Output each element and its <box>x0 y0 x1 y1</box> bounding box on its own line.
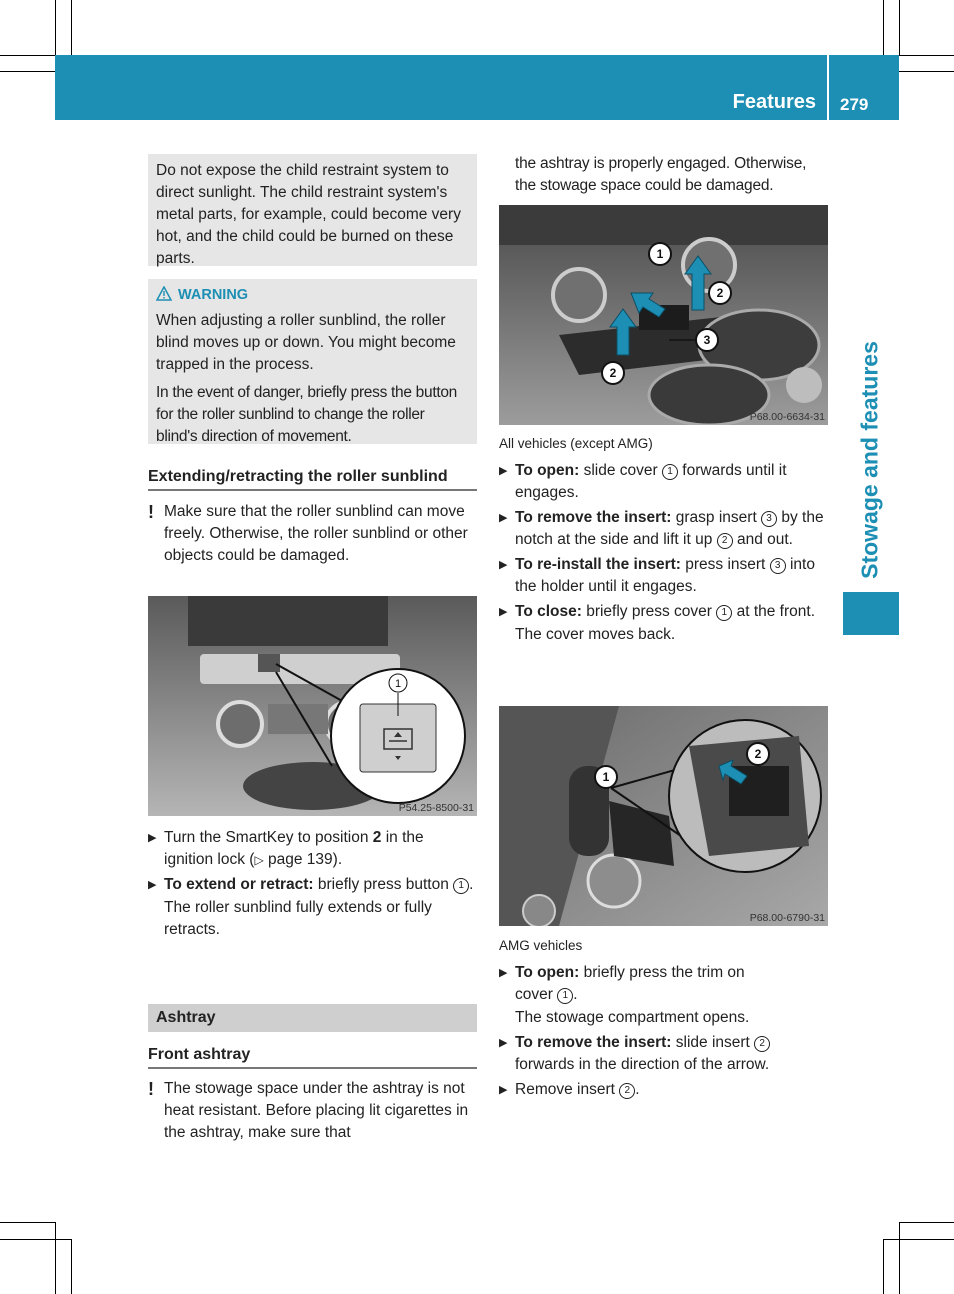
step-result: The cover moves back. <box>515 626 676 643</box>
arrow-icon: ▶ <box>499 1084 508 1096</box>
callout-2: 2 <box>754 747 762 761</box>
crop-mark <box>0 1239 71 1240</box>
crop-mark <box>55 0 56 55</box>
callout-ref: 2 <box>619 1083 635 1099</box>
callout-ref: 1 <box>716 605 732 621</box>
crop-mark <box>71 1239 72 1294</box>
arrow-icon: ▶ <box>499 967 508 979</box>
step-remove-insert: ▶ To remove the insert: grasp insert 3 by the notch at the side and lift it up 2 and out. <box>499 509 824 548</box>
warning-text-2: In the event of danger, briefly press the button for the roller sunblind to change the roller blind's direction of movement. <box>156 384 457 445</box>
header-divider <box>827 55 829 120</box>
right-steps-standard <box>499 433 828 646</box>
callout-ref: 1 <box>557 988 573 1004</box>
arrow-icon: ▶ <box>499 1037 508 1049</box>
arrow-icon: ▶ <box>499 559 508 571</box>
photo-code: P68.00-6634-31 <box>749 411 825 423</box>
callout-ref: 1 <box>453 878 469 894</box>
ashtray-heading: Ashtray <box>148 1004 477 1032</box>
step-open-amg: ▶ To open: briefly press the trim on cover 1 . The stowage compartment opens. <box>499 962 828 1029</box>
child-note-text: Do not expose the child restraint system to direct sunlight. The child restraint system's metal parts, for example, could become very hot, and the child could be burned on these parts. <box>156 162 461 267</box>
left-steps <box>148 827 477 941</box>
side-tab-label: Stowage and features <box>856 341 883 579</box>
arrow-icon: ▶ <box>148 832 157 844</box>
right-steps-amg <box>499 935 828 1101</box>
callout-1: 1 <box>394 678 402 690</box>
warning-text-1: When adjusting a roller sunblind, the roller blind moves up or down. You might become trapped in the process. <box>156 312 456 373</box>
roller-sunblind-heading: Extending/retracting the roller sunblind <box>148 466 477 491</box>
callout-3: 3 <box>703 333 711 347</box>
callout-2: 2 <box>716 286 724 300</box>
left-column <box>148 154 477 567</box>
step-open-cover: ▶ To open: slide cover 1 forwards until it engages. <box>499 462 787 501</box>
ashtray-section <box>148 1004 477 1144</box>
step-close-cover: ▶ To close: briefly press cover 1 at the front. The cover moves back. <box>499 601 828 646</box>
callout-1: 1 <box>656 247 664 261</box>
crop-mark <box>55 1222 56 1294</box>
callout-ref: 1 <box>662 464 678 480</box>
crop-mark <box>899 55 954 56</box>
front-ashtray-notice: ! The stowage space under the ashtray is not heat resistant. Before placing lit cigarettes in the ashtray, make sure that <box>148 1079 469 1141</box>
arrow-icon: ▶ <box>499 465 508 477</box>
caption-standard: All vehicles (except AMG) <box>499 436 653 451</box>
callout-ref: 3 <box>761 511 777 527</box>
callout-ref: 2 <box>717 533 733 549</box>
step-smartkey: ▶ Turn the SmartKey to position 2 in the ignition lock (▷ page 139). <box>148 829 424 868</box>
crop-mark <box>0 55 55 56</box>
ashtray-photo-amg <box>499 706 828 926</box>
callout-ref: 3 <box>770 558 786 574</box>
section-title: Features <box>732 91 816 113</box>
crop-mark <box>0 1222 55 1223</box>
roller-sunblind-photo <box>148 596 477 816</box>
crop-mark <box>883 1239 884 1294</box>
caption-amg: AMG vehicles <box>499 938 583 953</box>
warning-label: WARNING <box>178 287 249 303</box>
warning-triangle-icon <box>156 286 172 301</box>
step-reinstall-insert: ▶ To re-install the insert: press insert 3 into the holder until it engages. <box>499 556 815 595</box>
child-restraint-note <box>148 154 477 266</box>
photo-code: P54.25-8500-31 <box>398 802 474 814</box>
step-result: The stowage compartment opens. <box>515 1009 750 1026</box>
roller-notice <box>148 501 477 567</box>
photo-code: P68.00-6790-31 <box>749 912 825 924</box>
exclamation-icon: ! <box>148 1079 154 1099</box>
ashtray-photo-standard <box>499 205 828 425</box>
callout-ref: 2 <box>754 1036 770 1052</box>
roller-notice-text: Make sure that the roller sunblind can move freely. Otherwise, the roller sunblind or other objects could be damaged. <box>164 503 468 564</box>
crop-mark <box>899 1222 954 1223</box>
crop-mark <box>899 1222 900 1294</box>
step-remove-insert-final: ▶ Remove insert 2 . <box>499 1079 828 1101</box>
triangle-icon: ▷ <box>254 853 264 867</box>
step-result: The roller sunblind fully extends or fully retracts. <box>164 899 432 938</box>
step-remove-insert-amg: ▶ To remove the insert: slide insert 2 forwards in the direction of the arrow. <box>499 1034 770 1073</box>
right-continued-text: the ashtray is properly engaged. Otherwise, the stowage space could be damaged. <box>515 155 807 194</box>
warning-heading <box>156 284 469 306</box>
callout-2: 2 <box>609 366 617 380</box>
side-tab <box>843 592 899 635</box>
arrow-icon: ▶ <box>499 606 508 618</box>
arrow-icon: ▶ <box>148 879 157 891</box>
callout-1: 1 <box>602 770 610 784</box>
page-number: 279 <box>840 95 869 114</box>
step-extend-retract: ▶ To extend or retract: briefly press button 1 . The roller sunblind fully extends or fully retracts. <box>148 874 477 941</box>
exclamation-icon: ! <box>148 502 154 522</box>
warning-box <box>148 279 477 444</box>
page-header <box>55 55 899 120</box>
arrow-icon: ▶ <box>499 512 508 524</box>
crop-mark <box>883 1239 954 1240</box>
front-ashtray-heading: Front ashtray <box>148 1044 477 1069</box>
crop-mark <box>899 0 900 55</box>
